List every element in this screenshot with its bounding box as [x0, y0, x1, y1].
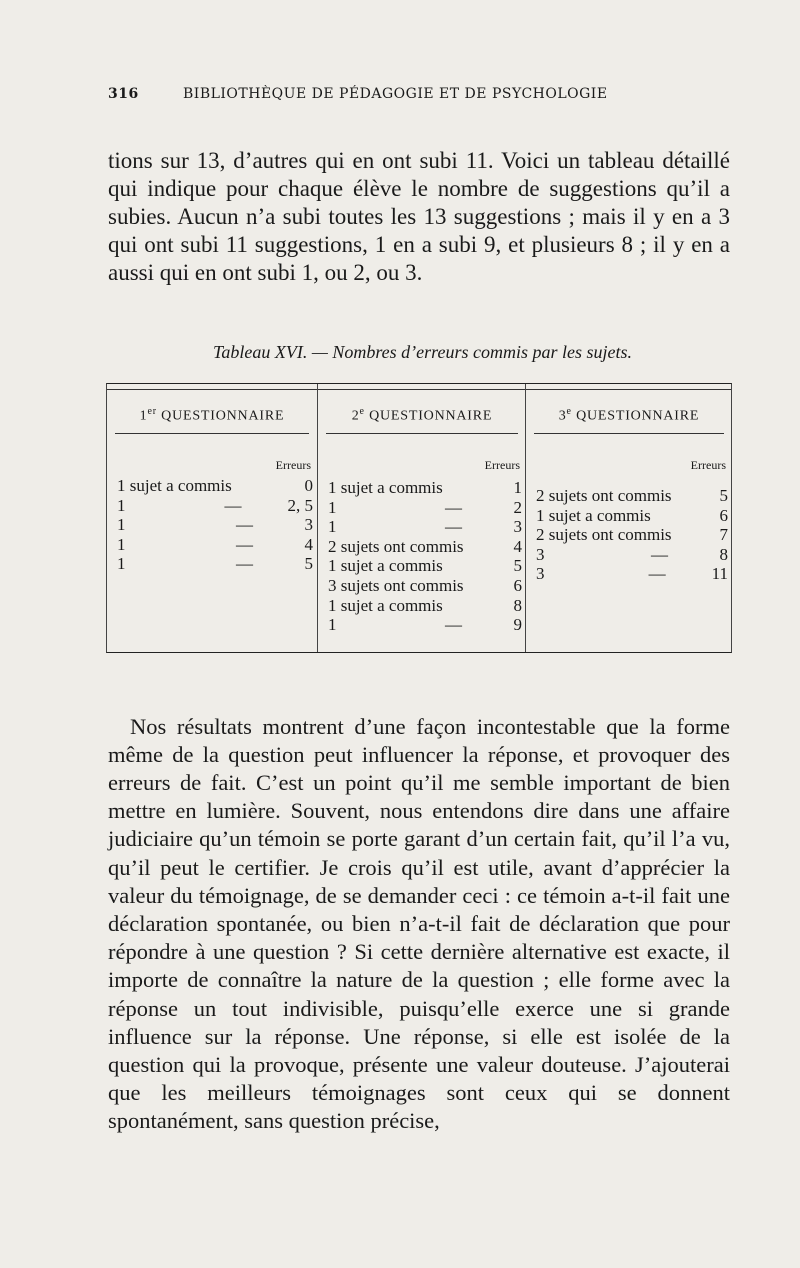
row-label — [117, 476, 299, 496]
row-label — [328, 576, 508, 596]
row-subject-count: 1 — [117, 515, 126, 535]
row-subject-count: 1 — [328, 517, 337, 537]
row-error-count: 2, 5 — [287, 495, 313, 515]
row-label — [328, 498, 508, 518]
column-ordinal-suffix: e — [359, 406, 365, 417]
row-label — [328, 517, 508, 537]
row-error-count: 6 — [513, 575, 522, 595]
table-row — [328, 556, 522, 576]
row-error-count: 0 — [304, 476, 313, 495]
row-error-count: 5 — [513, 556, 522, 576]
table-row — [536, 486, 728, 506]
row-label — [328, 596, 508, 616]
row-error-count: 6 — [719, 505, 728, 525]
row-error-count: 11 — [711, 564, 728, 584]
errors-table — [106, 383, 732, 653]
ditto-dash: — — [445, 517, 462, 537]
row-subject-count: 3 — [536, 544, 545, 564]
row-error-count: 8 — [719, 544, 728, 564]
column-ordinal: 1 — [139, 408, 148, 424]
ditto-dash: — — [236, 554, 253, 574]
row-label — [117, 535, 299, 555]
erreurs-label: Erreurs — [484, 458, 520, 472]
row-error-count: 3 — [304, 515, 313, 535]
table-row — [328, 498, 522, 518]
ditto-dash: — — [236, 515, 253, 535]
table-row — [328, 615, 522, 635]
row-error-count: 7 — [719, 525, 728, 545]
ditto-dash: — — [224, 495, 242, 515]
table-row — [117, 496, 313, 516]
table-column-2 — [317, 384, 526, 652]
row-label — [536, 545, 714, 565]
row-label — [536, 525, 714, 545]
column-header — [115, 406, 309, 434]
table-row — [328, 478, 522, 498]
table-row — [117, 535, 313, 555]
ditto-dash: — — [236, 534, 253, 554]
column-rows — [117, 476, 313, 574]
row-subject-count: 1 sujet a commis — [328, 595, 443, 615]
column-title: QUESTIONNAIRE — [369, 408, 493, 424]
column-ordinal-suffix: e — [566, 406, 572, 417]
ditto-dash: — — [445, 497, 462, 517]
erreurs-label: Erreurs — [275, 458, 311, 472]
table-row — [328, 517, 522, 537]
row-subject-count: 3 sujets ont commis — [328, 575, 464, 595]
table-row — [328, 576, 522, 596]
row-subject-count: 2 sujets ont commis — [536, 525, 672, 545]
table-row — [117, 476, 313, 496]
row-subject-count: 3 — [536, 564, 545, 584]
row-label — [328, 615, 508, 635]
column-ordinal-suffix: er — [147, 406, 157, 417]
row-label — [117, 554, 299, 574]
table-row — [117, 554, 313, 574]
column-rows — [536, 486, 728, 584]
row-label — [328, 556, 508, 576]
row-label — [117, 496, 288, 516]
column-title: QUESTIONNAIRE — [576, 408, 700, 424]
row-error-count: 4 — [513, 536, 522, 556]
running-title: BIBLIOTHÈQUE DE PÉDAGOGIE ET DE PSYCHOLOGIE — [183, 86, 608, 102]
table-row — [536, 506, 728, 526]
column-title: QUESTIONNAIRE — [161, 408, 285, 424]
table-caption: Tableau XVI. — Nombres d’erreurs commis par les sujets. — [213, 342, 632, 362]
row-error-count: 3 — [513, 517, 522, 537]
row-label — [328, 478, 508, 498]
table-row — [536, 525, 728, 545]
row-error-count: 5 — [719, 486, 728, 505]
ditto-dash: — — [651, 544, 668, 564]
column-ordinal: 3 — [558, 408, 567, 424]
table-row — [117, 515, 313, 535]
row-label — [536, 506, 714, 526]
row-label — [536, 564, 712, 584]
column-header — [534, 406, 724, 434]
column-ordinal: 2 — [351, 408, 360, 424]
row-subject-count: 1 — [117, 554, 126, 574]
row-subject-count: 1 — [328, 497, 337, 517]
row-error-count: 5 — [304, 554, 313, 574]
table-column-3 — [525, 384, 732, 652]
table-row — [536, 564, 728, 584]
row-subject-count: 1 sujet a commis — [328, 478, 443, 497]
page-number: 316 — [108, 86, 139, 102]
column-header — [326, 406, 518, 434]
row-subject-count: 1 sujet a commis — [328, 556, 443, 576]
row-error-count: 2 — [513, 497, 522, 517]
row-error-count: 8 — [513, 595, 522, 615]
table-column-1 — [107, 384, 317, 652]
row-subject-count: 1 sujet a commis — [536, 505, 651, 525]
table-row — [536, 545, 728, 565]
paragraph-2: Nos résultats montrent d’une façon incontestable que la forme même de la question peut influencer la réponse, et provoquer des erreurs de fait. C’est un point qu’il me semble important de bien mettre en lumière. Souvent, nous entendons dire dans une affaire judiciaire qu’un témoin se porte garant d’un certain fait, qu’il l’a vu, qu’il peut le certifier. Je crois qu’il est utile, avant d’apprécier la valeur du témoignage, de se demander ceci : ce témoin a-t-il fait une déclaration spontanée, ou bien n’a-t-il fait de déclaration que pour répondre à une question ? Si cette dernière alternative est exacte, il importe de connaître la nature de la question ; elle forme avec la réponse un tout indivisible, puisqu’elle exerce une si grande influence sur la réponse. Une réponse, si elle est isolée de la question qui la provoque, présente une valeur douteuse. J’ajouterai que les meilleurs témoignages sont ceux qui se donnent spontanément, sans question précise, — [108, 713, 730, 1134]
column-rows — [328, 478, 522, 635]
row-label — [328, 537, 508, 557]
row-subject-count: 1 — [117, 495, 126, 515]
row-label — [117, 515, 299, 535]
row-error-count: 1 — [513, 478, 522, 497]
table-row — [328, 596, 522, 616]
row-error-count: 4 — [304, 534, 313, 554]
row-subject-count: 2 sujets ont commis — [328, 536, 464, 556]
paragraph-1: tions sur 13, d’autres qui en ont subi 11. Voici un tableau détaillé qui indique pour chaque élève le nombre de suggestions qu’il a subies. Aucun n’a subi toutes les 13 suggestions ; mais il y en a 3 qui ont subi 11 suggestions, 1 en a subi 9, et plusieurs 8 ; il y en a aussi qui en ont subi 1, ou 2, ou 3. — [108, 148, 730, 285]
table-row — [328, 537, 522, 557]
row-subject-count: 1 — [117, 534, 126, 554]
erreurs-label: Erreurs — [690, 458, 726, 472]
row-label — [536, 486, 714, 506]
row-subject-count: 1 sujet a commis — [117, 476, 232, 495]
ditto-dash: — — [445, 615, 462, 635]
row-error-count: 9 — [513, 615, 522, 635]
ditto-dash: — — [648, 564, 666, 584]
row-subject-count: 1 — [328, 615, 337, 635]
row-subject-count: 2 sujets ont commis — [536, 486, 672, 505]
